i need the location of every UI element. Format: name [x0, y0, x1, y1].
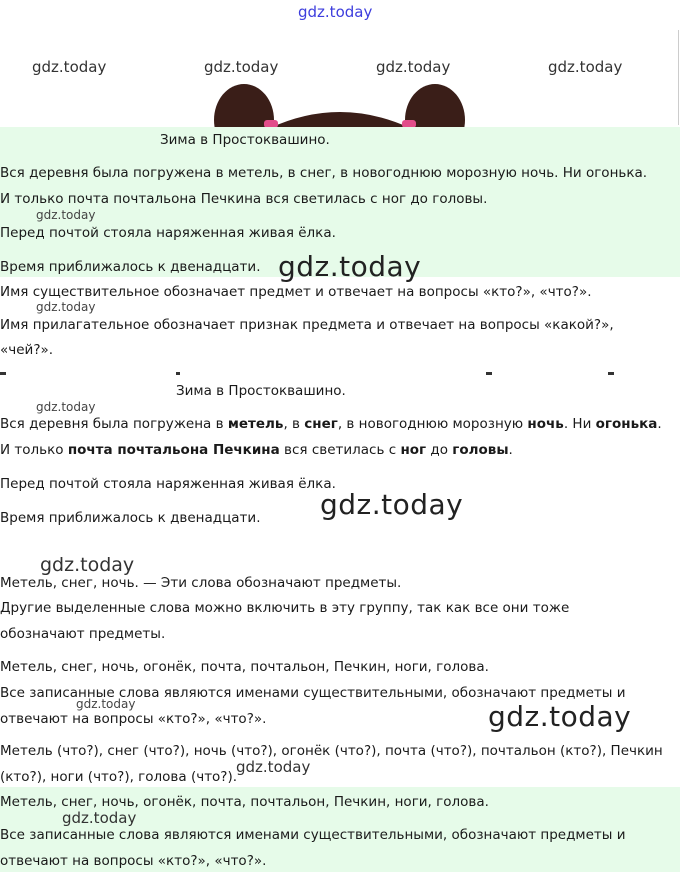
cut-text-fragment [608, 372, 614, 375]
answer-para-3: Метель, снег, ночь, огонёк, почта, почтальон, Печкин, ноги, голова. [0, 659, 489, 675]
watermark-small: gdz.today [76, 697, 136, 711]
block2-title: Зима в Простоквашино. [176, 383, 346, 399]
block2-line-4: Время приближалось к двенадцати. [0, 510, 261, 526]
block2-line-1: Вся деревня была погружена в метель, в снег, в новогоднюю морозную ночь. Ни огонька. [0, 416, 662, 432]
cut-text-fragment [486, 372, 492, 375]
block1-line-3: Перед почтой стояла наряженная живая ёлка. [0, 225, 336, 241]
watermark-large: gdz.today [488, 700, 632, 733]
watermark-row-2: gdz.today [204, 58, 279, 76]
block1-line-4: Время приближалось к двенадцати. [0, 259, 261, 275]
watermark-large: gdz.today [278, 250, 422, 283]
answer-para-1: Метель, снег, ночь. — Эти слова обозначают предметы. [0, 575, 402, 591]
block2-line-2: И только почта почтальона Печкина вся светилась с ног до головы. [0, 442, 513, 458]
final-line-2: Все записанные слова являются именами существительными, обозначают предметы и [0, 827, 626, 843]
cut-text-fragment [0, 372, 6, 375]
watermark-large: gdz.today [320, 488, 464, 521]
answer-para-2-line-2: обозначают предметы. [0, 626, 166, 642]
watermark-row-1: gdz.today [32, 58, 107, 76]
cut-text-fragment [176, 372, 180, 375]
rule-adjective-line-2: «чей?». [0, 342, 54, 358]
rule-adjective-line-1: Имя прилагательное обозначает признак предмета и отвечает на вопросы «какой?», [0, 317, 614, 333]
answer-para-5-line-1: Метель (что?), снег (что?), ночь (что?), огонёк (что?), почта (что?), почтальон (кто?), Печкин [0, 743, 663, 759]
watermark-medium: gdz.today [40, 554, 135, 576]
block2-line-3: Перед почтой стояла наряженная живая ёлка. [0, 476, 336, 492]
answer-para-4-line-1: Все записанные слова являются именами существительными, обозначают предметы и [0, 685, 626, 701]
rule-noun: Имя существительное обозначает предмет и отвечает на вопросы «кто?», «что?». [0, 284, 592, 300]
divider-line [678, 30, 679, 125]
watermark-small: gdz.today [36, 208, 96, 222]
watermark-row-3: gdz.today [376, 58, 451, 76]
final-line-1: Метель, снег, ночь, огонёк, почта, почтальон, Печкин, ноги, голова. [0, 794, 489, 810]
hair-head [270, 112, 410, 128]
answer-para-4-line-2: отвечают на вопросы «кто?», «что?». [0, 711, 267, 727]
watermark-small: gdz.today [36, 400, 96, 414]
answer-para-5-line-2: (кто?), ноги (что?), голова (что?). [0, 769, 238, 785]
watermark-top: gdz.today [298, 3, 373, 21]
block1-line-1: Вся деревня была погружена в метель, в снег, в новогоднюю морозную ночь. Ни огонька. [0, 165, 648, 181]
block1-title: Зима в Простоквашино. [160, 132, 330, 148]
block1-line-2: И только почта почтальона Печкина вся светилась с ног до головы. [0, 191, 488, 207]
final-line-3: отвечают на вопросы «кто?», «что?». [0, 853, 267, 869]
watermark-medium: gdz.today [62, 809, 137, 827]
watermark-row-4: gdz.today [548, 58, 623, 76]
illustration-character [210, 76, 480, 128]
watermark-medium: gdz.today [236, 758, 311, 776]
watermark-small: gdz.today [36, 300, 96, 314]
answer-para-2-line-1: Другие выделенные слова можно включить в эту группу, так как все они тоже [0, 600, 570, 616]
